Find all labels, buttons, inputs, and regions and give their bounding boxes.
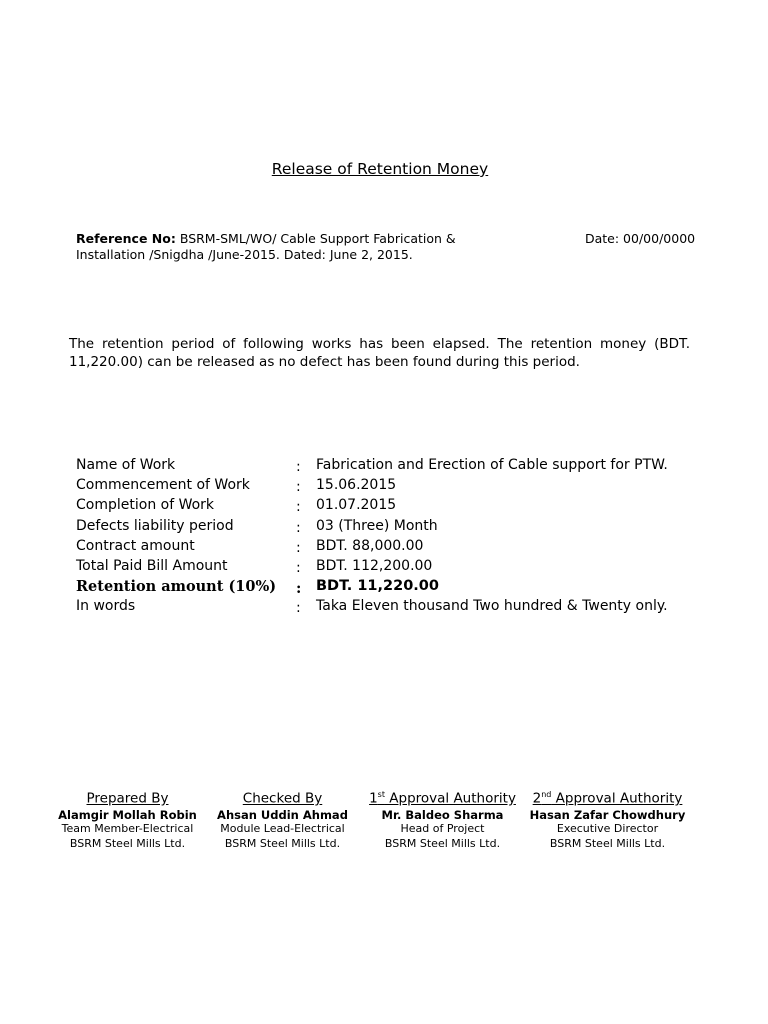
detail-row-name-of-work — [76, 457, 696, 477]
detail-value: BDT. 112,200.00 — [316, 557, 433, 574]
details-table — [76, 457, 696, 619]
detail-label: Completion of Work — [76, 497, 215, 514]
body-paragraph: The retention period of following works has been elapsed. The retention money (BDT. 11,220.00) can be released as no defect has been found during this period. — [69, 336, 690, 370]
detail-label: Contract amount — [76, 537, 195, 554]
detail-value: Fabrication and Erection of Cable support for PTW. — [316, 457, 668, 473]
signatory-first-approval — [360, 786, 525, 851]
document-title: Release of Retention Money — [271, 160, 489, 178]
detail-row-in-words — [76, 598, 696, 618]
reference-label: Reference No: — [76, 231, 176, 246]
signatory-role: 1st Approval Authority — [369, 790, 516, 807]
detail-value: 01.07.2015 — [316, 497, 397, 514]
signatory-company: BSRM Steel Mills Ltd. — [549, 836, 666, 850]
detail-separator: : — [296, 519, 301, 536]
signatory-name: Ahsan Uddin Ahmad — [217, 807, 348, 822]
signatory-name: Hasan Zafar Chowdhury — [529, 807, 686, 822]
signatory-designation: Module Lead-Electrical — [220, 822, 345, 835]
detail-separator: : — [296, 600, 301, 617]
detail-value: Taka Eleven thousand Two hundred & Twenty only. — [316, 598, 668, 615]
detail-row-completion — [76, 497, 696, 517]
detail-label: Name of Work — [76, 457, 176, 473]
reference-text: BSRM-SML/WO/ Cable Support Fabrication & Installation /Snigdha /June-2015. Dated: June 2, 2015. — [76, 231, 456, 262]
detail-row-contract-amount — [76, 538, 696, 558]
detail-separator: : — [296, 539, 301, 556]
detail-label: Total Paid Bill Amount — [76, 557, 228, 574]
detail-row-retention-amount — [76, 578, 696, 598]
signatory-checked-by — [205, 786, 360, 851]
signatory-company: BSRM Steel Mills Ltd. — [224, 836, 341, 850]
detail-label: Retention amount (10%) — [76, 578, 277, 596]
signatory-name: Alamgir Mollah Robin — [58, 807, 197, 822]
signatory-designation: Head of Project — [400, 822, 485, 835]
signatory-second-approval — [525, 786, 690, 851]
signatory-role: 2nd Approval Authority — [532, 790, 683, 807]
signatory-role: Prepared By — [86, 790, 169, 807]
detail-value: BDT. 88,000.00 — [316, 537, 424, 554]
detail-value: 03 (Three) Month — [316, 517, 438, 534]
detail-separator: : — [296, 479, 301, 496]
signatory-designation: Executive Director — [556, 822, 659, 835]
detail-value: BDT. 11,220.00 — [316, 578, 439, 595]
detail-separator: : — [296, 459, 301, 475]
detail-label: Commencement of Work — [76, 477, 250, 494]
detail-row-commencement — [76, 477, 696, 497]
detail-separator: : — [296, 559, 301, 576]
signature-block — [50, 786, 710, 851]
detail-label: Defects liability period — [76, 517, 234, 534]
signatory-prepared-by — [50, 786, 205, 851]
detail-value: 15.06.2015 — [316, 477, 397, 494]
signatory-designation: Team Member-Electrical — [61, 822, 194, 835]
detail-separator: : — [296, 499, 301, 516]
detail-row-total-paid — [76, 558, 696, 578]
signatory-role: Checked By — [242, 790, 323, 807]
detail-label: In words — [76, 598, 136, 615]
signatory-company: BSRM Steel Mills Ltd. — [69, 836, 186, 850]
reference-block — [76, 231, 496, 263]
signatory-name: Mr. Baldeo Sharma — [381, 807, 504, 822]
signatory-company: BSRM Steel Mills Ltd. — [384, 836, 501, 850]
detail-row-defects-liability — [76, 518, 696, 538]
document-date: Date: 00/00/0000 — [585, 231, 696, 246]
detail-separator: : — [296, 580, 302, 598]
